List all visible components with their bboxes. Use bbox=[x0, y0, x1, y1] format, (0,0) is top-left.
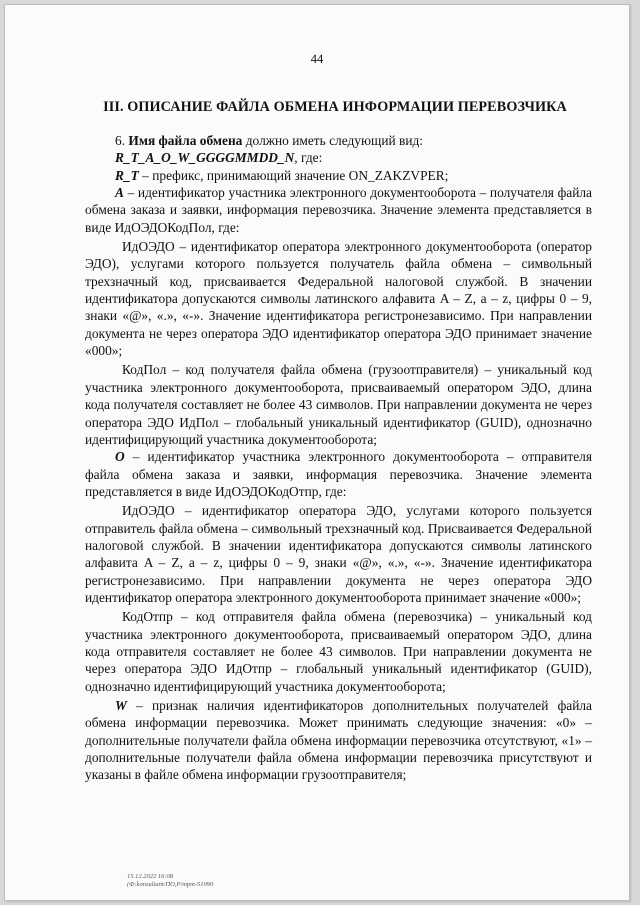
intro-rest: должно иметь следующий вид: bbox=[245, 133, 424, 148]
paragraph-o-kodotpr: КодОтпр – код отправителя файла обмена (перевозчика) – уникальный код участника электронного документооборота, присваиваемый оператором ЭДО, длина кода отправителя составляет не более 43 символов. При направлении документа не через оператора ЭДО ИдОтпр – глобальный уникальный идентификатор (GUID), однозначно идентифицирующий участника документооборота; bbox=[85, 609, 592, 694]
footer-date: 15.12.2022 16:08 bbox=[127, 873, 174, 880]
paragraph-intro bbox=[85, 132, 592, 149]
paragraph-o-idoedo: ИдОЭДО – идентификатор оператора ЭДО, услугами которого пользуется отправитель файла обмена – символьный трехзначный код. Присваивается Федеральной налоговой службой. В значении идентификатора допускаются символы латинского алфавита A – Z, a – z, цифры 0 – 9, знаки «@», «.», «-». Значение идентификатора регистронезависимо. При направлении документа не через оператора ЭДО идентификатор оператора электронного документооборота принимает значение «000»; bbox=[85, 503, 592, 605]
paragraph-a bbox=[85, 184, 592, 236]
paragraph-o bbox=[85, 448, 592, 500]
term-key-w: W bbox=[115, 698, 127, 713]
document-body bbox=[85, 132, 592, 784]
term-key-o: O bbox=[115, 449, 125, 465]
term-text-w: – признак наличия идентификаторов дополнительных получателей файла обмена информации перевозчика. Может принимать следующие значения: «0» – дополнительные получатели файла обмена информации перевозчика отсутствуют, «1» – дополнительные получатели файла обмена информации перевозчика присутствуют и указаны в файле обмена информации грузоотправителя; bbox=[85, 698, 592, 783]
term-text-rt: – префикс, принимающий значение ON_ZAKZVPER; bbox=[138, 167, 449, 183]
document-page bbox=[4, 4, 630, 901]
page-number: 44 bbox=[310, 52, 324, 66]
term-text-o: – идентификатор участника электронного документооборота – отправителя файла обмена заказа и заявки, информация перевозчика. Значение элемента представляется в виде ИдОЭДОКодОтпр, где: bbox=[85, 449, 592, 499]
footer-path: (Ф:konsultant/ПО,P/mpm-51090 bbox=[127, 881, 214, 888]
term-text-a: – идентификатор участника электронного документооборота – получателя файла обмена заказа и заявки, информация перевозчика. Значение элемента представляется в виде ИдОЭДОКодПол, где: bbox=[85, 185, 592, 235]
section-heading: III. ОПИСАНИЕ ФАЙЛА ОБМЕНА ИНФОРМАЦИИ ПЕРЕВОЗЧИКА bbox=[103, 99, 567, 115]
term-key-rt: R_T bbox=[115, 167, 139, 183]
filename-pattern: R_T_A_O_W_GGGGMMDD_N bbox=[115, 150, 295, 166]
paragraph-rt bbox=[85, 167, 592, 184]
intro-number: 6. bbox=[115, 133, 126, 148]
paragraph-a-idoedo: ИдОЭДО – идентификатор оператора электронного документооборота (оператор ЭДО), услугами которого пользуется получатель файла обмена – символьный трехзначный код, присваивается Федеральной налоговой службой. В значении идентификатора допускаются символы латинского алфавита A – Z, a – z, цифры 0 – 9, знаки «@», «.», «-». Значение идентификатора регистронезависимо. При направлении документа не через оператора ЭДО идентификатор оператора ЭДО принимает значение «000»; bbox=[85, 239, 592, 359]
term-key-a: A bbox=[115, 185, 124, 201]
paragraph-filename bbox=[85, 149, 592, 166]
footer-stamp bbox=[127, 873, 213, 889]
paragraph-a-kodpol: КодПол – код получателя файла обмена (грузоотправителя) – уникальный код участника электронного документооборота, присваиваемый оператором ЭДО, длина кода получателя составляет не более 43 символов. При направлении документа не через оператора ЭДО ИдПол – глобальный уникальный идентификатор (GUID), однозначно идентифицирующий участника документооборота; bbox=[85, 362, 592, 447]
filename-suffix: , где: bbox=[294, 150, 323, 166]
intro-term: Имя файла обмена bbox=[128, 133, 243, 148]
paragraph-w bbox=[85, 697, 592, 784]
